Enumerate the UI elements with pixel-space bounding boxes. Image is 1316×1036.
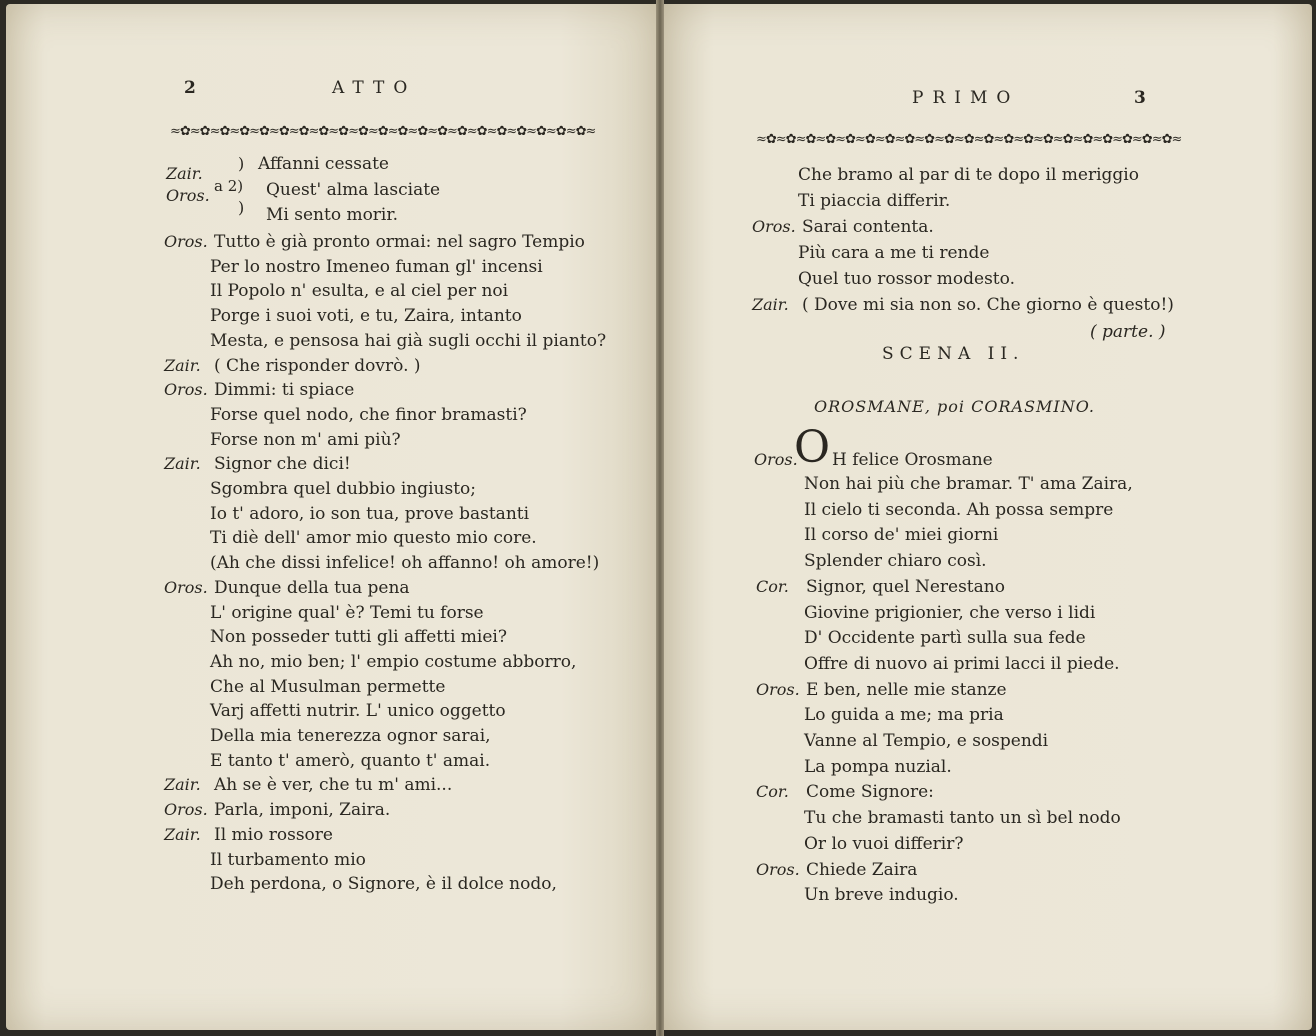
verse-line: Ti diè dell' amor mio questo mio core.	[210, 528, 537, 549]
verse-line: Della mia tenerezza ognor sarai,	[210, 726, 491, 746]
verse-line: Vanne al Tempio, e sospendi	[804, 731, 1049, 751]
verse-line: Signor che dici!	[214, 454, 351, 475]
verse-line: (Ah che dissi infelice! oh affanno! oh amore!)	[210, 553, 600, 574]
verse-line: Dimmi: ti spiace	[214, 380, 355, 401]
speaker-label: Zair.	[164, 824, 201, 844]
verse-line: Quest' alma lasciate	[266, 180, 441, 200]
speaker-label: Oros.	[164, 800, 208, 820]
verse-line: Il corso de' miei giorni	[804, 525, 999, 546]
verse-line: Chiede Zaira	[806, 859, 918, 880]
running-header-left: ATTO	[332, 78, 417, 98]
verse-line: Affanni cessate	[258, 154, 389, 174]
verse-line: Lo guida a me; ma pria	[804, 705, 1004, 726]
verse-line: Tutto è già pronto ormai: nel sagro Tempio	[214, 232, 585, 252]
verse-line: ( Che risponder dovrò. )	[214, 355, 421, 376]
verse-line: Io t' adoro, io son tua, prove bastanti	[210, 503, 530, 524]
running-header-right: PRIMO	[912, 88, 1020, 108]
speaker-label: Zair.	[164, 355, 201, 375]
verse-line: Signor, quel Nerestano	[806, 576, 1005, 597]
verse-line: Per lo nostro Imeneo fuman gl' incensi	[210, 256, 543, 277]
verse-line: Un breve indugio.	[804, 885, 959, 906]
verse-line: Or lo vuoi differir?	[804, 833, 964, 854]
verse-line: Come Signore:	[806, 782, 934, 803]
verse-line: Forse non m' ami più?	[210, 429, 401, 450]
speaker-label: Cor.	[756, 576, 789, 596]
speaker-label: Oros.	[164, 577, 208, 597]
duet-mark: a 2)	[214, 177, 244, 195]
scene-cast: OROSMANE, poi CORASMINO.	[814, 397, 1095, 416]
verse-line: Ah se è ver, che tu m' ami...	[214, 775, 453, 796]
verse-line: ( Dove mi sia non so. Che giorno è questo!)	[802, 295, 1174, 315]
verse-line: D' Occidente partì sulla sua fede	[804, 628, 1086, 649]
speaker-label: Zair.	[752, 295, 789, 314]
speaker-label: Cor.	[756, 782, 789, 802]
verse-line: Sgombra quel dubbio ingiusto;	[210, 479, 477, 499]
verse-line: Sarai contenta.	[802, 217, 934, 237]
verse-line: Ah no, mio ben; l' empio costume abborro,	[210, 651, 577, 672]
verse-line: Giovine prigionier, che verso i lidi	[804, 602, 1096, 623]
verse-line: Non hai più che bramar. T' ama Zaira,	[804, 474, 1133, 494]
verse-line: Quel tuo rossor modesto.	[798, 269, 1015, 289]
verse-line: Dunque della tua pena	[214, 577, 410, 598]
verse-line: Che al Musulman permette	[210, 676, 446, 697]
duet-brace: )	[238, 154, 245, 173]
verse-line: Splender chiaro così.	[804, 551, 987, 572]
verse-line: Non posseder tutti gli affetti miei?	[210, 627, 507, 648]
speaker-label: Zair.	[164, 454, 201, 474]
page-number-right: 3	[1134, 88, 1146, 108]
verse-line: Che bramo al par di te dopo il meriggio	[798, 165, 1139, 185]
scene-title: SCENA II.	[882, 344, 1025, 364]
verse-line: L' origine qual' è? Temi tu forse	[210, 602, 484, 623]
verse-line: Il cielo ti seconda. Ah possa sempre	[804, 499, 1114, 520]
verse-line: E ben, nelle mie stanze	[806, 679, 1007, 700]
verse-line: Forse quel nodo, che finor bramasti?	[210, 404, 527, 425]
verse-line: Parla, imponi, Zaira.	[214, 800, 391, 821]
book-gutter	[656, 0, 664, 1036]
verse-line: Il Popolo n' esulta, e al ciel per noi	[210, 281, 509, 302]
verse-line: E tanto t' amerò, quanto t' amai.	[210, 750, 491, 771]
speaker-label: Oros.	[754, 450, 798, 469]
verse-line: H felice Orosmane	[832, 450, 993, 470]
speaker-label: Oros.	[756, 679, 800, 699]
speaker-label: Oros.	[164, 232, 208, 251]
verse-line: Tu che bramasti tanto un sì bel nodo	[804, 808, 1121, 829]
verse-line: Mi sento morir.	[266, 205, 399, 225]
duet-brace: )	[238, 198, 245, 217]
speaker-label: Zair.	[166, 164, 203, 183]
verse-line: Deh perdona, o Signore, è il dolce nodo,	[210, 874, 557, 895]
verse-line: Porge i suoi voti, e tu, Zaira, intanto	[210, 306, 522, 327]
speaker-label: Oros.	[164, 380, 208, 400]
speaker-label: Zair.	[164, 775, 201, 795]
verse-line: Ti piaccia differir.	[798, 191, 951, 211]
ornament-rule-left: ≈✿≈✿≈✿≈✿≈✿≈✿≈✿≈✿≈✿≈✿≈✿≈✿≈✿≈✿≈✿≈✿≈✿≈✿≈✿≈✿≈✿≈	[170, 124, 596, 139]
speaker-label: Oros.	[166, 186, 210, 205]
stage-direction: ( parte. )	[1090, 322, 1166, 342]
verse-line: Mesta, e pensosa hai già sugli occhi il pianto?	[210, 330, 607, 351]
verse-line: Più cara a me ti rende	[798, 243, 990, 263]
ornament-rule-right: ≈✿≈✿≈✿≈✿≈✿≈✿≈✿≈✿≈✿≈✿≈✿≈✿≈✿≈✿≈✿≈✿≈✿≈✿≈✿≈✿≈✿≈	[756, 132, 1182, 147]
verse-line: La pompa nuzial.	[804, 756, 952, 777]
drop-cap: O	[794, 422, 831, 473]
verse-line: Il turbamento mio	[210, 849, 366, 870]
verse-line: Varj affetti nutrir. L' unico oggetto	[210, 701, 506, 722]
speaker-label: Oros.	[756, 859, 800, 879]
speaker-label: Oros.	[752, 217, 796, 236]
verse-line: Il mio rossore	[214, 824, 333, 845]
verse-line: Offre di nuovo ai primi lacci il piede.	[804, 653, 1120, 674]
page-number-left: 2	[184, 78, 196, 98]
